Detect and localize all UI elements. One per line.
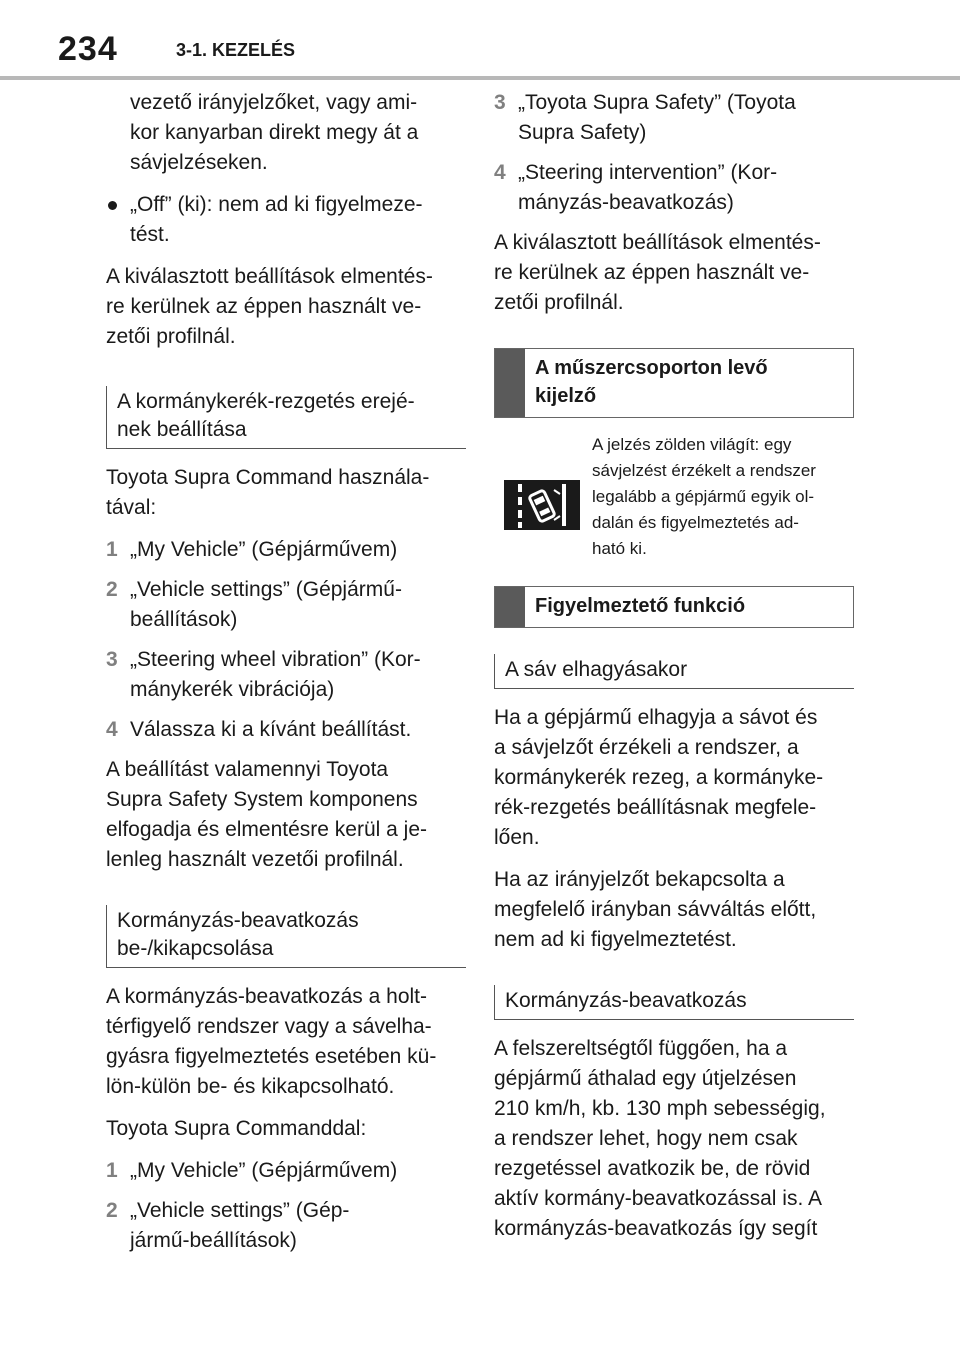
step-number: 1 [106, 538, 118, 561]
step-text: mánykerék vibrációja) [130, 678, 335, 701]
step-text: mányzás-beavatkozás) [518, 191, 734, 214]
text-line: lenleg használt vezetői profilnál. [106, 848, 404, 871]
step-text: jármű-beállítások) [130, 1229, 297, 1252]
step-text: Supra Safety) [518, 121, 647, 144]
text-line: gépjármű áthalad egy útjelzésen [494, 1067, 797, 1090]
step-number: 4 [494, 161, 506, 184]
text-line: Toyota Supra Commanddal: [106, 1117, 367, 1140]
subhead-line: be-/kikapcsolása [117, 937, 274, 960]
step-item [106, 1196, 466, 1256]
bullet-dot-icon [108, 201, 117, 210]
page-number: 234 [58, 30, 118, 68]
lane-change-warning-icon-graphic [504, 480, 580, 530]
command-intro [106, 463, 466, 523]
step-number: 4 [106, 718, 118, 741]
steps-vibration [106, 535, 466, 745]
acceptance-paragraph [106, 755, 466, 875]
boxhead-instrument-display [494, 348, 854, 418]
step-item [106, 715, 466, 745]
step-item [106, 645, 466, 705]
page-header [0, 0, 960, 80]
text-line: A beállítást valamennyi Toyota [106, 758, 389, 781]
text-line: Ha a gépjármű elhagyja a sávot és [494, 706, 818, 729]
step-text: „Vehicle settings” (Gép- [130, 1199, 350, 1222]
right-column [494, 88, 854, 1256]
step-item [106, 575, 466, 635]
continued-bullet-text [106, 88, 466, 178]
boxhead-warning-function [494, 586, 854, 628]
step-text: „Steering wheel vibration” (Kor- [130, 648, 421, 671]
subhead-line: Kormányzás-beavatkozás [505, 989, 747, 1012]
caption-line: ható ki. [592, 539, 647, 558]
text-line: nem ad ki figyelmeztetést. [494, 928, 737, 951]
text-line: kormányzás-beavatkozás így segít [494, 1217, 818, 1240]
boxhead-line: kijelző [535, 385, 597, 407]
step-number: 3 [106, 648, 118, 671]
step-item [494, 158, 854, 218]
saved-settings-paragraph [106, 262, 466, 352]
steps-intervention-left [106, 1156, 466, 1256]
step-text: „My Vehicle” (Gépjárművem) [130, 538, 398, 561]
caption-line: sávjelzést érzékelt a rendszer [592, 461, 816, 480]
boxhead-text [525, 349, 778, 417]
text-line: „Off” (ki): nem ad ki figyelmeze- [130, 193, 423, 216]
step-text: „Steering intervention” (Kor- [518, 161, 778, 184]
text-line: re kerülnek az éppen használt ve- [106, 295, 422, 318]
text-line: Ha az irányjelzőt bekapcsolta a [494, 868, 785, 891]
signal-paragraph [494, 865, 854, 955]
text-line: Toyota Supra Command használa- [106, 466, 430, 489]
text-line: aktív kormány-beavatkozással is. A [494, 1187, 822, 1210]
intervention-paragraph [494, 1034, 854, 1244]
left-column [106, 88, 466, 1266]
subhead-steering-intervention [494, 985, 854, 1020]
step-number: 1 [106, 1159, 118, 1182]
text-line: térfigyelő rendszer vagy a sávelha- [106, 1015, 432, 1038]
text-line: lően. [494, 826, 540, 849]
caption-line: legalább a gépjármű egyik ol- [592, 487, 815, 506]
step-number: 2 [106, 578, 118, 601]
text-line: A kormányzás-beavatkozás a holt- [106, 985, 427, 1008]
step-number: 2 [106, 1199, 118, 1222]
bullet-off [106, 190, 466, 250]
text-line: A kiválasztott beállítások elmentés- [106, 265, 433, 288]
indicator-caption [592, 432, 816, 562]
indicator-description [494, 436, 854, 562]
text-line: A kiválasztott beállítások elmentés- [494, 231, 821, 254]
header-rule [0, 76, 960, 80]
boxhead-bar [495, 587, 525, 627]
step-number: 3 [494, 91, 506, 114]
text-line: zetői profilnál. [106, 325, 236, 348]
text-line: Supra Safety System komponens [106, 788, 418, 811]
text-line: sávjelzéseken. [130, 151, 268, 174]
subhead-leaving-lane [494, 654, 854, 689]
text-line: tést. [130, 223, 170, 246]
leaving-paragraph [494, 703, 854, 853]
text-line: gyásra figyelmeztetés esetében kü- [106, 1045, 437, 1068]
text-line: megfelelő irányban sávváltás előtt, [494, 898, 817, 921]
text-line: rezgetéssel avatkozik be, de rövid [494, 1157, 811, 1180]
text-line: elfogadja és elmentésre kerül a je- [106, 818, 428, 841]
onoff-paragraph [106, 982, 466, 1102]
subhead-intervention-onoff [106, 905, 466, 968]
boxhead-bar [495, 349, 525, 417]
text-line: zetői profilnál. [494, 291, 624, 314]
subhead-line: Kormányzás-beavatkozás [117, 909, 359, 932]
text-line: lön-külön be- és kikapcsolható. [106, 1075, 395, 1098]
step-text: Válassza ki a kívánt beállítást. [130, 718, 412, 741]
step-text: „Vehicle settings” (Gépjármű- [130, 578, 402, 601]
subhead-vibration-strength [106, 386, 466, 449]
caption-line: dalán és figyelmeztetés ad- [592, 513, 799, 532]
text-line: A felszereltségtől függően, ha a [494, 1037, 788, 1060]
lane-change-warning-icon [504, 480, 580, 530]
text-line: vezető irányjelzőket, vagy ami- [130, 91, 418, 114]
text-line: tával: [106, 496, 157, 519]
subhead-line: A sáv elhagyásakor [505, 658, 688, 681]
step-item [106, 1156, 466, 1186]
command2-intro [106, 1114, 466, 1144]
boxhead-line: A műszercsoporton levő [535, 357, 768, 379]
step-text: „My Vehicle” (Gépjárművem) [130, 1159, 398, 1182]
text-line: a rendszer lehet, hogy nem csak [494, 1127, 798, 1150]
saved-settings-paragraph [494, 228, 854, 318]
section-title: 3-1. KEZELÉS [176, 40, 296, 60]
step-text: beállítások) [130, 608, 238, 631]
text-line: 210 km/h, kb. 130 mph sebességig, [494, 1097, 826, 1120]
text-line: kormánykerék rezeg, a kormányke- [494, 766, 824, 789]
text-line: re kerülnek az éppen használt ve- [494, 261, 810, 284]
step-text: „Toyota Supra Safety” (Toyota [518, 91, 796, 114]
text-line: kor kanyarban direkt megy át a [130, 121, 419, 144]
subhead-line: nek beállítása [117, 418, 247, 441]
boxhead-text: Figyelmeztető funkció [535, 595, 746, 617]
text-line: rék-rezgetés beállításnak megfele- [494, 796, 817, 819]
subhead-line: A kormánykerék-rezgetés erejé- [117, 390, 415, 413]
text-line: a sávjelzőt érzékeli a rendszer, a [494, 736, 799, 759]
caption-line: A jelzés zölden világít: egy [592, 435, 792, 454]
step-item [106, 535, 466, 565]
steps-intervention-right [494, 88, 854, 218]
step-item [494, 88, 854, 148]
